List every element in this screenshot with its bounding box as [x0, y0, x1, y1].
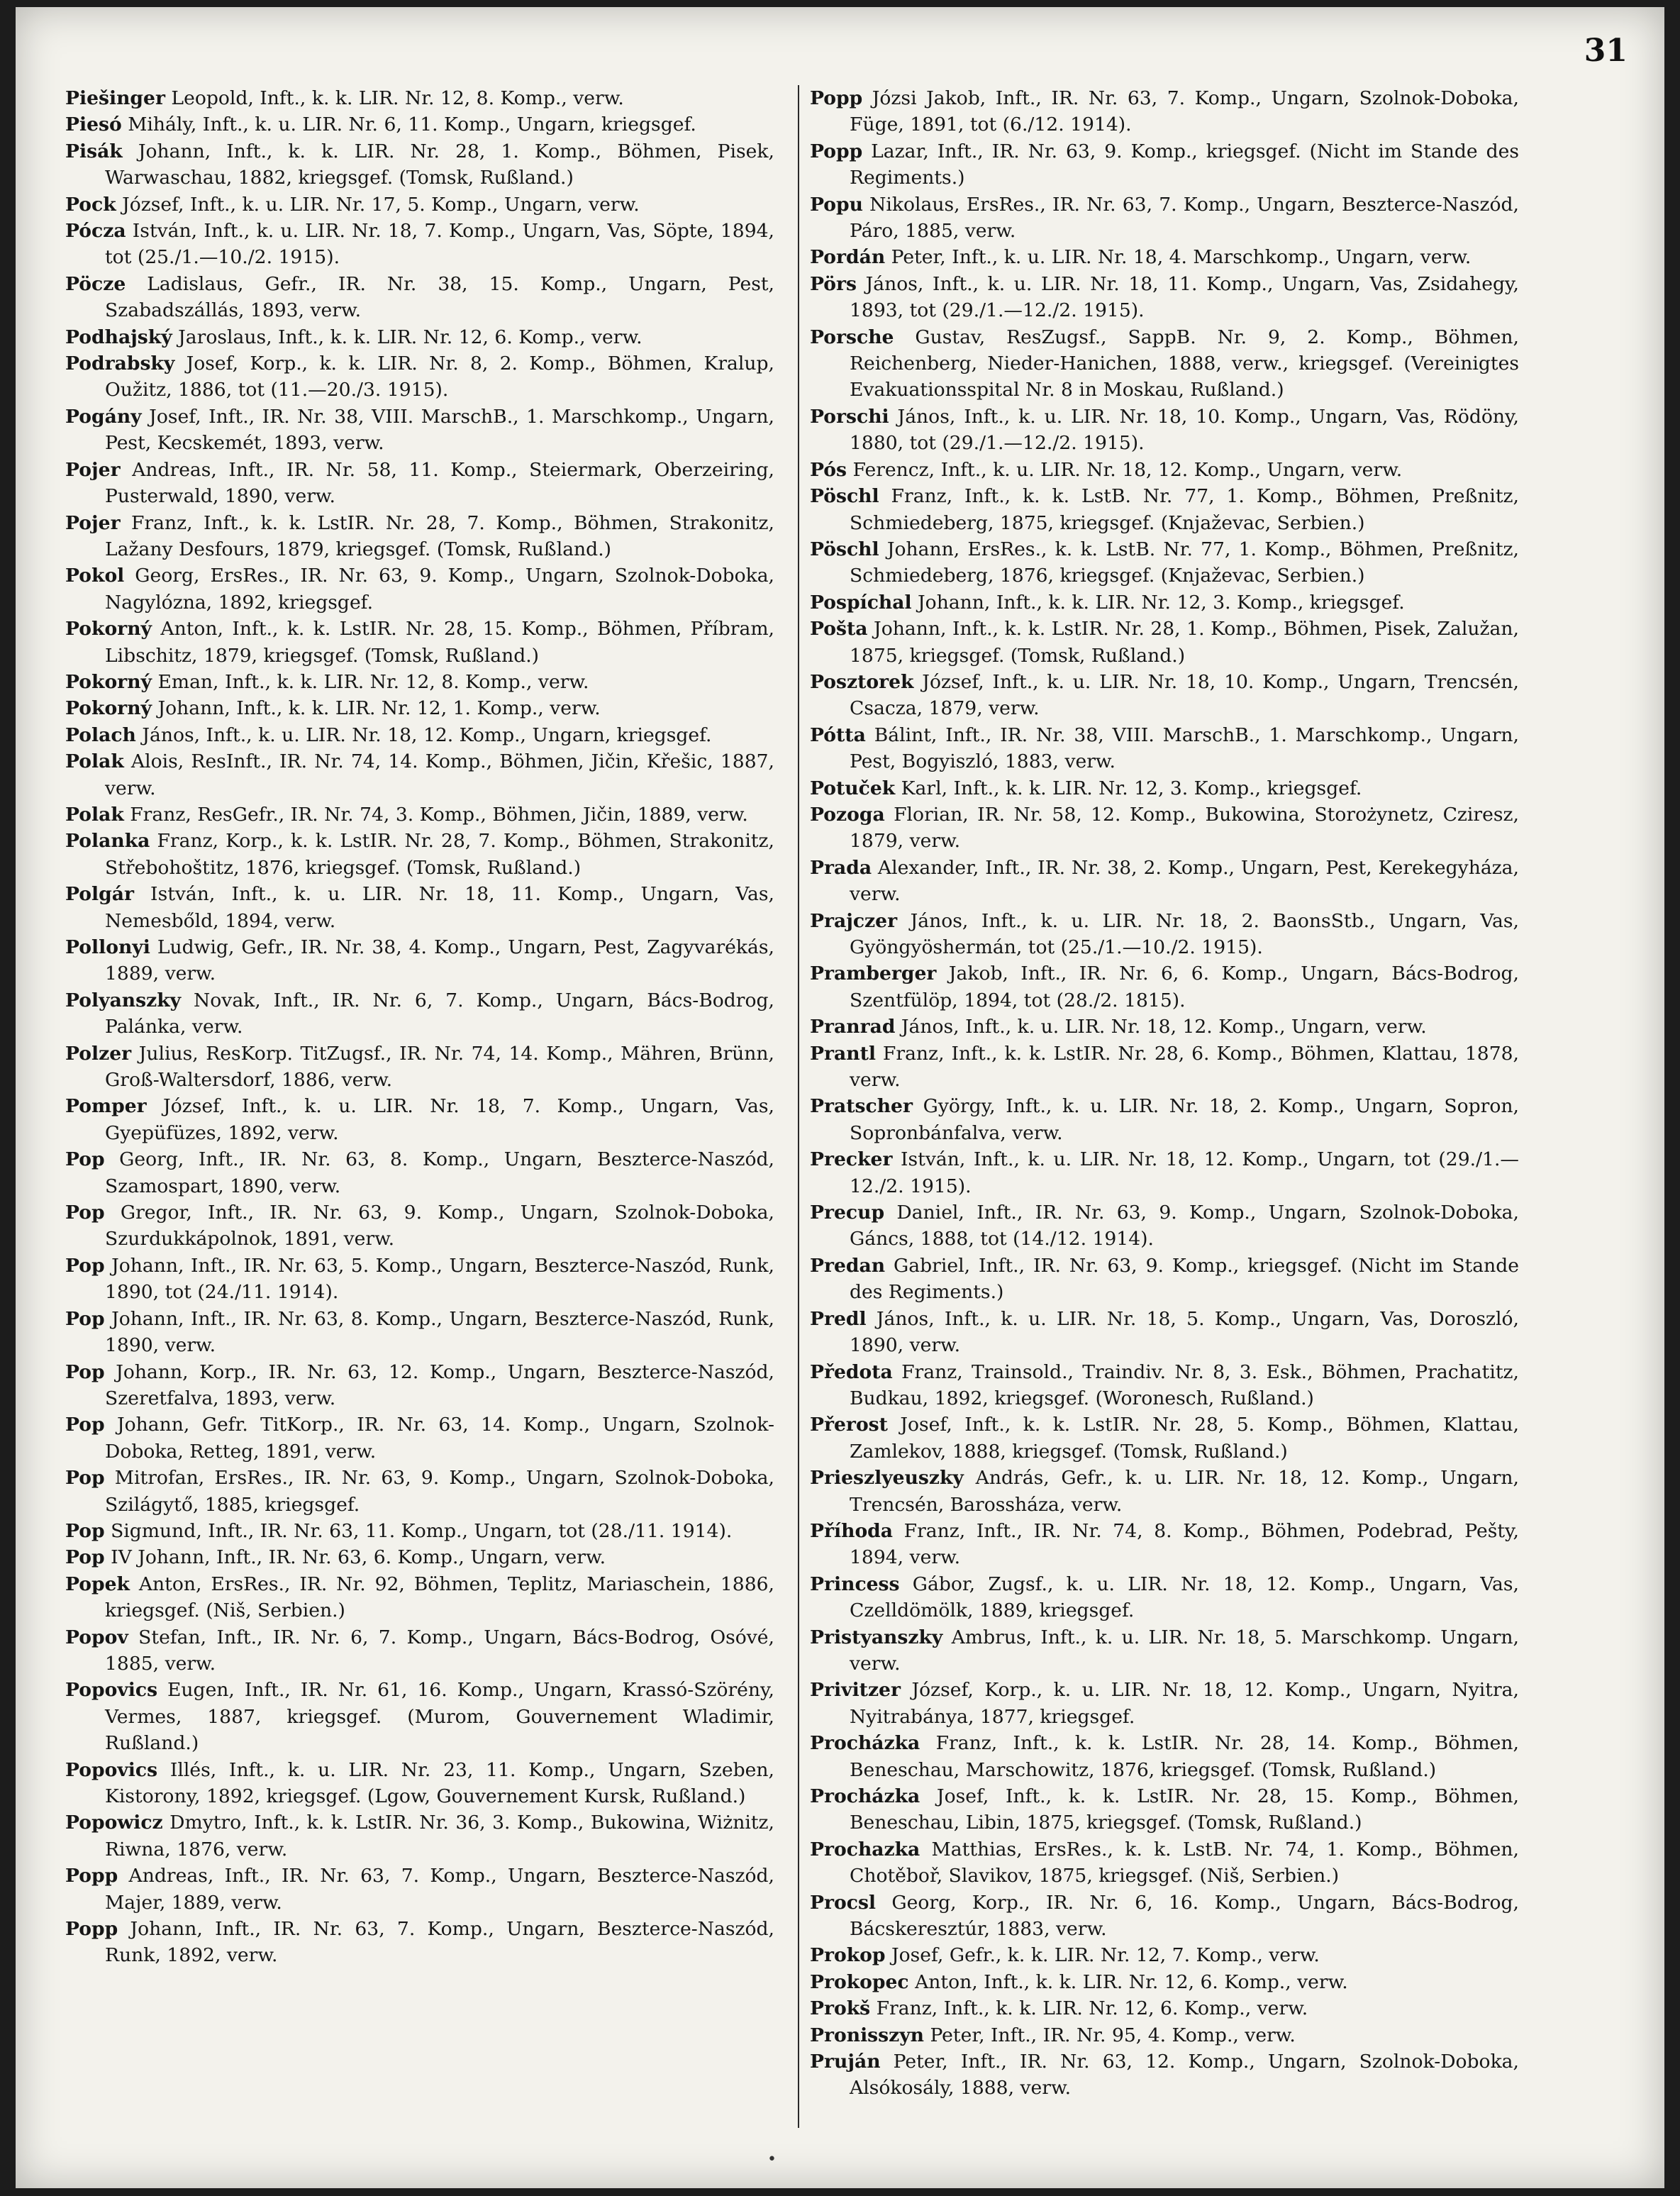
entry-surname: Polzer	[65, 1042, 132, 1065]
entry-surname: Pokol	[65, 565, 125, 587]
entry-surname: Pristyanszky	[810, 1626, 943, 1648]
entry-surname: Pöschl	[810, 538, 879, 560]
entry-surname: Popu	[810, 193, 863, 216]
entry-surname: Popp	[65, 1865, 118, 1887]
entry-surname: Pop	[65, 1360, 105, 1383]
list-item	[810, 1199, 1519, 1253]
entry-details: Alexander, Inft., IR. Nr. 38, 2. Komp., Ungarn, Pest, Kerekegyháza, verw.	[850, 856, 1519, 906]
list-item	[810, 669, 1519, 722]
entry-details: Peter, Inft., IR. Nr. 63, 12. Komp., Ungarn, Szolnok-Doboka, Alsókosály, 1888, verw.	[850, 2051, 1519, 2100]
entry-surname: Polak	[65, 750, 124, 773]
list-item	[65, 1146, 774, 1199]
list-item	[65, 1544, 774, 1570]
list-item	[810, 1969, 1519, 1995]
entry-details: Johann, Inft., k. k. LstIR. Nr. 28, 1. Komp., Böhmen, Pisek, Zalužan, 1875, kriegsgef. (Tomsk, Rußland.)	[850, 618, 1519, 667]
entry-surname: Predan	[810, 1254, 886, 1277]
entry-surname: Posztorek	[810, 670, 914, 693]
entry-details: Florian, IR. Nr. 58, 12. Komp., Bukowina, Storożynetz, Cziresz, 1879, verw.	[850, 803, 1519, 853]
list-item	[810, 616, 1519, 669]
entry-surname: Podhajský	[65, 326, 172, 348]
entry-surname: Prokopec	[810, 1970, 909, 1993]
entry-details: Andreas, Inft., IR. Nr. 63, 7. Komp., Ungarn, Beszterce-Naszód, Majer, 1889, verw.	[105, 1865, 774, 1914]
entry-surname: Prieszlyeuszky	[810, 1467, 964, 1490]
entry-surname: Porsche	[810, 326, 894, 348]
entry-details: József, Korp., k. u. LIR. Nr. 18, 12. Komp., Ungarn, Nyitra, Nyitrabánya, 1877, kriegsgef.	[850, 1679, 1519, 1728]
entry-surname: Pöcze	[65, 272, 126, 295]
list-item	[810, 775, 1519, 802]
entry-surname: Polach	[65, 723, 136, 746]
entry-details: Josef, Inft., k. k. LstIR. Nr. 28, 5. Komp., Böhmen, Klattau, Zamlekov, 1888, kriegsgef. (Tomsk, Rußland.)	[850, 1414, 1519, 1463]
entry-surname: Pojer	[65, 511, 121, 534]
entry-details: Josef, Gefr., k. k. LIR. Nr. 12, 7. Komp., verw.	[885, 1944, 1320, 1967]
list-item	[810, 138, 1519, 192]
entry-details: Georg, Inft., IR. Nr. 63, 8. Komp., Ungarn, Beszterce-Naszód, Szamospart, 1890, verw.	[104, 1148, 774, 1197]
entry-details: Mitrofan, ErsRes., IR. Nr. 63, 9. Komp., Ungarn, Szolnok-Doboka, Szilágytő, 1885, kriegsgef.	[104, 1467, 774, 1516]
entry-surname: Pratscher	[810, 1095, 913, 1118]
list-item	[810, 960, 1519, 1014]
entry-details: József, Inft., k. u. LIR. Nr. 18, 10. Komp., Ungarn, Trencsén, Csacza, 1879, verw.	[850, 670, 1519, 720]
entry-surname: Pop	[65, 1202, 105, 1224]
entry-details: Johann, Inft., k. k. LIR. Nr. 12, 3. Komp., kriegsgef.	[911, 591, 1405, 614]
entry-details: Georg, ErsRes., IR. Nr. 63, 9. Komp., Ungarn, Szolnok-Doboka, Nagylózna, 1892, kriegsgef.	[105, 565, 774, 614]
entry-surname: Popowicz	[65, 1812, 163, 1834]
entry-surname: Prochazka	[810, 1838, 920, 1860]
entry-surname: Pramberger	[810, 963, 937, 985]
entry-details: Franz, Inft., k. k. LIR. Nr. 12, 6. Komp., verw.	[870, 1997, 1308, 2020]
entry-surname: Pokorný	[65, 618, 152, 640]
list-item	[810, 1836, 1519, 1890]
list-item	[65, 192, 774, 218]
entry-details: Leopold, Inft., k. k. LIR. Nr. 12, 8. Komp., verw.	[165, 87, 624, 109]
entry-details: Eman, Inft., k. k. LIR. Nr. 12, 8. Komp., verw.	[151, 670, 589, 693]
list-item	[65, 802, 774, 828]
list-item	[65, 324, 774, 350]
entry-details: Peter, Inft., k. u. LIR. Nr. 18, 4. Marschkomp., Ungarn, verw.	[885, 246, 1472, 269]
list-item	[65, 1093, 774, 1146]
list-item	[65, 1863, 774, 1916]
entry-details: Josef, Inft., k. k. LstIR. Nr. 28, 15. Komp., Böhmen, Beneschau, Libin, 1875, kriegsgef. (Tomsk, Rußland.)	[850, 1785, 1519, 1834]
list-item	[810, 244, 1519, 270]
entry-details: Julius, ResKorp. TitZugsf., IR. Nr. 74, 14. Komp., Mähren, Brünn, Groß-Waltersdorf, 1886, verw.	[105, 1042, 774, 1092]
list-item	[65, 510, 774, 563]
entry-details: Ludwig, Gefr., IR. Nr. 38, 4. Komp., Ungarn, Pest, Zagyvarékás, 1889, verw.	[105, 936, 774, 985]
entry-details: József, Inft., k. u. LIR. Nr. 18, 7. Komp., Ungarn, Vas, Gyepüfüzes, 1892, verw.	[105, 1095, 774, 1144]
entry-details: IV Johann, Inft., IR. Nr. 63, 6. Komp., Ungarn, verw.	[104, 1546, 606, 1569]
entry-surname: Předota	[810, 1360, 893, 1383]
entry-surname: Pop	[65, 1307, 105, 1330]
entry-details: Karl, Inft., k. k. LIR. Nr. 12, 3. Komp., kriegsgef.	[895, 777, 1362, 799]
entry-details: Ferencz, Inft., k. u. LIR. Nr. 18, 12. Komp., Ungarn, verw.	[847, 458, 1403, 481]
list-item	[810, 1518, 1519, 1571]
page-number: 31	[1584, 33, 1628, 69]
entry-surname: Pop	[65, 1546, 105, 1569]
entry-surname: Pop	[65, 1414, 105, 1436]
list-item	[65, 1359, 774, 1412]
list-item	[65, 828, 774, 881]
list-item	[65, 562, 774, 616]
entry-surname: Precup	[810, 1202, 885, 1224]
list-item	[65, 271, 774, 324]
entry-details: Peter, Inft., IR. Nr. 95, 4. Komp., verw.	[924, 2024, 1296, 2046]
entry-details: Sigmund, Inft., IR. Nr. 63, 11. Komp., Ungarn, tot (28./11. 1914).	[104, 1519, 733, 1542]
list-item	[65, 1916, 774, 1969]
entry-details: András, Gefr., k. u. LIR. Nr. 18, 12. Komp., Ungarn, Trencsén, Barossháza, verw.	[850, 1467, 1519, 1516]
entry-surname: Princess	[810, 1573, 900, 1595]
entry-details: Józsi Jakob, Inft., IR. Nr. 63, 7. Komp., Ungarn, Szolnok-Doboka, Füge, 1891, tot (6./12. 1914).	[850, 87, 1519, 136]
list-item	[810, 1306, 1519, 1359]
list-item	[810, 855, 1519, 908]
entry-surname: Popp	[810, 87, 863, 109]
list-item	[810, 1624, 1519, 1678]
list-item	[810, 85, 1519, 138]
entry-surname: Pranrad	[810, 1016, 896, 1038]
list-item	[810, 2022, 1519, 2048]
list-item	[810, 2048, 1519, 2102]
list-item	[65, 1306, 774, 1359]
entry-details: Stefan, Inft., IR. Nr. 6, 7. Komp., Ungarn, Bács-Bodrog, Osóvé, 1885, verw.	[105, 1626, 774, 1675]
entry-details: Johann, Inft., IR. Nr. 63, 7. Komp., Ungarn, Beszterce-Naszód, Runk, 1892, verw.	[105, 1918, 774, 1967]
entry-surname: Potuček	[810, 777, 896, 799]
entry-details: Lazar, Inft., IR. Nr. 63, 9. Komp., kriegsgef. (Nicht im Stande des Regiments.)	[850, 140, 1519, 189]
footer-mark: •	[767, 2151, 777, 2168]
list-item	[810, 1890, 1519, 1943]
entry-details: Ladislaus, Gefr., IR. Nr. 38, 15. Komp., Ungarn, Pest, Szabadszállás, 1893, verw.	[105, 272, 774, 322]
entry-surname: Pordán	[810, 246, 886, 269]
entry-details: Novak, Inft., IR. Nr. 6, 7. Komp., Ungarn, Bács-Bodrog, Palánka, verw.	[105, 989, 774, 1038]
entry-surname: Pruján	[810, 2051, 881, 2073]
entry-details: Anton, Inft., k. k. LstIR. Nr. 28, 15. Komp., Böhmen, Příbram, Libschitz, 1879, kriegsgef. (Tomsk, Rußland.)	[105, 618, 774, 667]
list-item	[65, 1412, 774, 1465]
entry-surname: Polgár	[65, 883, 134, 906]
entry-details: Franz, Trainsold., Traindiv. Nr. 8, 3. Esk., Böhmen, Prachatitz, Budkau, 1892, kriegsgef. (Woronesch, Rußland.)	[850, 1360, 1519, 1409]
entry-surname: Piešinger	[65, 87, 165, 109]
entry-details: Eugen, Inft., IR. Nr. 61, 16. Komp., Ungarn, Krassó-Szörény, Vermes, 1887, kriegsgef. (Murom, Gouvernement Wladimir, Rußland.)	[105, 1679, 774, 1755]
list-item	[810, 802, 1519, 855]
list-item	[65, 881, 774, 934]
entry-details: Bálint, Inft., IR. Nr. 38, VIII. MarschB., 1. Marschkomp., Ungarn, Pest, Bogyiszló, 1883, verw.	[850, 723, 1519, 773]
entry-details: Anton, ErsRes., IR. Nr. 92, Böhmen, Teplitz, Mariaschein, 1886, kriegsgef. (Niš, Serbien.)	[105, 1573, 774, 1622]
entry-surname: Příhoda	[810, 1519, 894, 1542]
entry-details: Johann, Inft., IR. Nr. 63, 8. Komp., Ungarn, Beszterce-Naszód, Runk, 1890, verw.	[104, 1307, 774, 1357]
list-item	[65, 111, 774, 138]
entry-surname: Pollonyi	[65, 936, 150, 958]
entry-surname: Predl	[810, 1307, 867, 1330]
entry-details: Gábor, Zugsf., k. u. LIR. Nr. 18, 12. Komp., Ungarn, Vas, Czelldömölk, 1889, kriegsgef.	[850, 1573, 1519, 1622]
entry-details: Franz, Inft., k. k. LstIR. Nr. 28, 7. Komp., Böhmen, Strakonitz, Lažany Desfours, 1879, kriegsgef. (Tomsk, Rußland.)	[105, 511, 774, 560]
left-column	[65, 85, 774, 1969]
entry-surname: Popek	[65, 1573, 130, 1595]
list-item	[65, 85, 774, 111]
list-item	[810, 1942, 1519, 1968]
entry-details: Johann, Inft., k. k. LIR. Nr. 28, 1. Komp., Böhmen, Pisek, Warwaschau, 1882, kriegsgef. (Tomsk, Rußland.)	[105, 140, 774, 189]
entry-details: János, Inft., k. u. LIR. Nr. 18, 11. Komp., Ungarn, Vas, Zsidahegy, 1893, tot (29./1.—12./2. 1915).	[850, 272, 1519, 322]
list-item	[810, 1995, 1519, 2022]
entry-details: Alois, ResInft., IR. Nr. 74, 14. Komp., Böhmen, Jičin, Křešic, 1887, verw.	[105, 750, 774, 799]
entry-details: Franz, ResGefr., IR. Nr. 74, 3. Komp., Böhmen, Jičin, 1889, verw.	[123, 803, 748, 826]
list-item	[810, 1783, 1519, 1836]
entry-surname: Pomper	[65, 1095, 147, 1118]
list-item	[810, 722, 1519, 775]
entry-surname: Pós	[810, 458, 847, 481]
list-item	[810, 536, 1519, 589]
list-item	[810, 457, 1519, 483]
entry-surname: Polak	[65, 803, 124, 826]
entry-surname: Pogány	[65, 405, 142, 428]
list-item	[65, 1757, 774, 1810]
list-item	[65, 669, 774, 695]
entry-details: Jaroslaus, Inft., k. k. LIR. Nr. 12, 6. Komp., verw.	[172, 326, 642, 348]
list-item	[65, 748, 774, 802]
entry-details: Ambrus, Inft., k. u. LIR. Nr. 18, 5. Marschkomp. Ungarn, verw.	[850, 1626, 1519, 1675]
entry-surname: Pörs	[810, 272, 857, 295]
list-item	[810, 192, 1519, 245]
entry-surname: Pospíchal	[810, 591, 912, 614]
list-item	[65, 1518, 774, 1544]
list-item	[65, 1677, 774, 1756]
entry-details: Andreas, Inft., IR. Nr. 58, 11. Komp., Steiermark, Oberzeiring, Pusterwald, 1890, verw.	[105, 458, 774, 508]
entry-surname: Přerost	[810, 1414, 888, 1436]
entry-surname: Pop	[65, 1148, 105, 1171]
entry-details: János, Inft., k. u. LIR. Nr. 18, 12. Komp., Ungarn, kriegsgef.	[135, 723, 712, 746]
entry-surname: Popov	[65, 1626, 128, 1648]
entry-details: Josef, Korp., k. k. LIR. Nr. 8, 2. Komp., Böhmen, Kralup, Oužitz, 1886, tot (11.—20./3. 1915).	[105, 353, 774, 401]
list-item	[810, 1677, 1519, 1730]
entry-details: Nikolaus, ErsRes., IR. Nr. 63, 7. Komp., Ungarn, Beszterce-Naszód, Páro, 1885, verw.	[850, 193, 1519, 243]
entry-surname: Procsl	[810, 1891, 877, 1914]
entry-details: István, Inft., k. u. LIR. Nr. 18, 7. Komp., Ungarn, Vas, Söpte, 1894, tot (25./1.—10./2. 1915).	[105, 220, 774, 269]
list-item	[810, 1146, 1519, 1199]
entry-surname: Pokorný	[65, 670, 152, 693]
entry-details: István, Inft., k. u. LIR. Nr. 18, 11. Komp., Ungarn, Vas, Nemesbőld, 1894, verw.	[105, 883, 774, 932]
entry-details: Johann, Inft., k. k. LIR. Nr. 12, 1. Komp., verw.	[151, 697, 601, 720]
entry-surname: Prantl	[810, 1042, 876, 1065]
list-item	[810, 1253, 1519, 1306]
entry-surname: Prada	[810, 856, 872, 879]
entry-surname: Pronisszyn	[810, 2024, 925, 2046]
list-item	[65, 350, 774, 404]
entry-details: Mihály, Inft., k. u. LIR. Nr. 6, 11. Komp., Ungarn, kriegsgef.	[121, 113, 696, 136]
entry-surname: Pock	[65, 193, 116, 216]
entry-details: Johann, Inft., IR. Nr. 63, 5. Komp., Ungarn, Beszterce-Naszód, Runk, 1890, tot (24./11. 1914).	[104, 1254, 774, 1304]
entry-surname: Pokorný	[65, 697, 152, 720]
entry-details: Franz, Inft., k. k. LstIR. Nr. 28, 14. Komp., Böhmen, Beneschau, Marschowitz, 1876, kriegsgef. (Tomsk, Rußland.)	[850, 1732, 1519, 1781]
document-page	[16, 7, 1664, 2188]
entry-details: György, Inft., k. u. LIR. Nr. 18, 2. Komp., Ungarn, Sopron, Sopronbánfalva, verw.	[850, 1095, 1519, 1144]
entry-surname: Privitzer	[810, 1679, 901, 1702]
entry-surname: Pop	[65, 1519, 105, 1542]
entry-details: Franz, Inft., k. k. LstIR. Nr. 28, 6. Komp., Böhmen, Klattau, 1878, verw.	[850, 1042, 1519, 1092]
entry-surname: Pop	[65, 1254, 105, 1277]
entry-details: Johann, ErsRes., k. k. LstB. Nr. 77, 1. Komp., Böhmen, Preßnitz, Schmiedeberg, 1876, kriegsgef. (Knjaževac, Serbien.)	[850, 538, 1519, 587]
list-item	[65, 1199, 774, 1253]
list-item	[810, 1571, 1519, 1624]
list-item	[810, 1730, 1519, 1783]
entry-surname: Prokš	[810, 1997, 871, 2020]
column-divider	[798, 85, 799, 2128]
entry-details: Franz, Korp., k. k. LstIR. Nr. 28, 7. Komp., Böhmen, Strakonitz, Střebohoštitz, 1876, kriegsgef. (Tomsk, Rußland.)	[105, 830, 774, 879]
list-item	[810, 483, 1519, 536]
list-item	[65, 1041, 774, 1094]
entry-surname: Popp	[65, 1918, 118, 1941]
list-item	[65, 987, 774, 1041]
entry-details: Anton, Inft., k. k. LIR. Nr. 12, 6. Komp., verw.	[908, 1970, 1348, 1993]
entry-surname: Pócza	[65, 220, 126, 243]
list-item	[810, 1359, 1519, 1412]
list-item	[810, 1465, 1519, 1518]
entry-details: Franz, Inft., IR. Nr. 74, 8. Komp., Böhmen, Podebrad, Pešty, 1894, verw.	[850, 1519, 1519, 1569]
entry-details: István, Inft., k. u. LIR. Nr. 18, 12. Komp., Ungarn, tot (29./1.—12./2. 1915).	[850, 1148, 1519, 1197]
list-item	[810, 404, 1519, 457]
entry-surname: Piesó	[65, 113, 122, 136]
entry-details: Josef, Inft., IR. Nr. 38, VIII. MarschB., 1. Marschkomp., Ungarn, Pest, Kecskemét, 1893, verw.	[105, 405, 774, 455]
list-item	[810, 908, 1519, 961]
entry-surname: Precker	[810, 1148, 893, 1171]
entry-details: Johann, Korp., IR. Nr. 63, 12. Komp., Ungarn, Beszterce-Naszód, Szeretfalva, 1893, verw.	[104, 1360, 774, 1409]
entry-details: Franz, Inft., k. k. LstB. Nr. 77, 1. Komp., Böhmen, Preßnitz, Schmiedeberg, 1875, kriegsgef. (Knjaževac, Serbien.)	[850, 485, 1519, 534]
list-item	[65, 1253, 774, 1306]
entry-details: Daniel, Inft., IR. Nr. 63, 9. Komp., Ungarn, Szolnok-Doboka, Gáncs, 1888, tot (14./12. 1914).	[850, 1202, 1519, 1250]
list-item	[65, 616, 774, 669]
entry-details: János, Inft., k. u. LIR. Nr. 18, 12. Komp., Ungarn, verw.	[895, 1016, 1427, 1038]
entry-surname: Pisák	[65, 140, 123, 162]
entry-surname: Prajczer	[810, 909, 898, 932]
list-item	[65, 404, 774, 457]
list-item	[810, 1014, 1519, 1040]
entry-surname: Polyanszky	[65, 989, 182, 1011]
entry-details: János, Inft., k. u. LIR. Nr. 18, 10. Komp., Ungarn, Vas, Rödöny, 1880, tot (29./1.—12./2. 1915).	[850, 405, 1519, 455]
list-item	[810, 271, 1519, 324]
entry-surname: Pošta	[810, 618, 868, 640]
right-column	[810, 85, 1519, 2102]
entry-surname: Pojer	[65, 458, 121, 481]
list-item	[810, 1412, 1519, 1465]
list-item	[65, 1624, 774, 1678]
entry-surname: Pozoga	[810, 803, 885, 826]
entry-details: Dmytro, Inft., k. k. LstIR. Nr. 36, 3. Komp., Bukowina, Wiżnitz, Riwna, 1876, verw.	[105, 1812, 774, 1860]
list-item	[65, 695, 774, 721]
entry-details: Jakob, Inft., IR. Nr. 6, 6. Komp., Ungarn, Bács-Bodrog, Szentfülöp, 1894, tot (28./2. 1815).	[850, 963, 1519, 1011]
entry-surname: Podrabsky	[65, 353, 175, 375]
list-item	[65, 1571, 774, 1624]
entry-details: Gregor, Inft., IR. Nr. 63, 9. Komp., Ungarn, Szolnok-Doboka, Szurdukkápolnok, 1891, verw.	[104, 1202, 774, 1250]
entry-surname: Procházka	[810, 1732, 920, 1755]
entry-surname: Porschi	[810, 405, 889, 428]
entry-details: Gabriel, Inft., IR. Nr. 63, 9. Komp., kriegsgef. (Nicht im Stande des Regiments.)	[850, 1254, 1519, 1304]
entry-surname: Pótta	[810, 723, 866, 746]
list-item	[65, 218, 774, 271]
entry-surname: Popovics	[65, 1758, 158, 1781]
list-item	[65, 1809, 774, 1863]
entry-surname: Popp	[810, 140, 863, 162]
entry-details: János, Inft., k. u. LIR. Nr. 18, 5. Komp., Ungarn, Vas, Doroszló, 1890, verw.	[850, 1307, 1519, 1357]
list-item	[810, 1093, 1519, 1146]
entry-surname: Popovics	[65, 1679, 158, 1702]
entry-surname: Prokop	[810, 1944, 886, 1967]
list-item	[810, 1041, 1519, 1094]
list-item	[65, 1465, 774, 1518]
entry-details: Gustav, ResZugsf., SappB. Nr. 9, 2. Komp., Böhmen, Reichenberg, Nieder-Hanichen, 1888, verw., kriegsgef. (Vereinigtes Evakuationsspital Nr. 8 in Moskau, Rußland.)	[850, 326, 1519, 401]
entry-details: János, Inft., k. u. LIR. Nr. 18, 2. BaonsStb., Ungarn, Vas, Gyöngyöshermán, tot (25./1.—10./2. 1915).	[850, 909, 1519, 958]
list-item	[810, 589, 1519, 616]
entry-surname: Procházka	[810, 1785, 920, 1807]
entry-details: Illés, Inft., k. u. LIR. Nr. 23, 11. Komp., Ungarn, Szeben, Kistorony, 1892, kriegsgef. (Lgow, Gouvernement Kursk, Rußland.)	[105, 1758, 774, 1807]
list-item	[65, 934, 774, 987]
entry-details: József, Inft., k. u. LIR. Nr. 17, 5. Komp., Ungarn, verw.	[116, 193, 640, 216]
list-item	[810, 324, 1519, 404]
entry-surname: Pop	[65, 1467, 105, 1490]
entry-details: Matthias, ErsRes., k. k. LstB. Nr. 74, 1. Komp., Böhmen, Chotěboř, Slavikov, 1875, kriegsgef. (Niš, Serbien.)	[850, 1838, 1519, 1887]
entry-details: Johann, Gefr. TitKorp., IR. Nr. 63, 14. Komp., Ungarn, Szolnok-Doboka, Retteg, 1891, verw.	[104, 1414, 774, 1463]
list-item	[65, 722, 774, 748]
entry-surname: Polanka	[65, 830, 150, 853]
entry-details: Georg, Korp., IR. Nr. 6, 16. Komp., Ungarn, Bács-Bodrog, Bácskeresztúr, 1883, verw.	[850, 1891, 1519, 1941]
list-item	[65, 457, 774, 510]
list-item	[65, 138, 774, 192]
entry-surname: Pöschl	[810, 485, 879, 508]
